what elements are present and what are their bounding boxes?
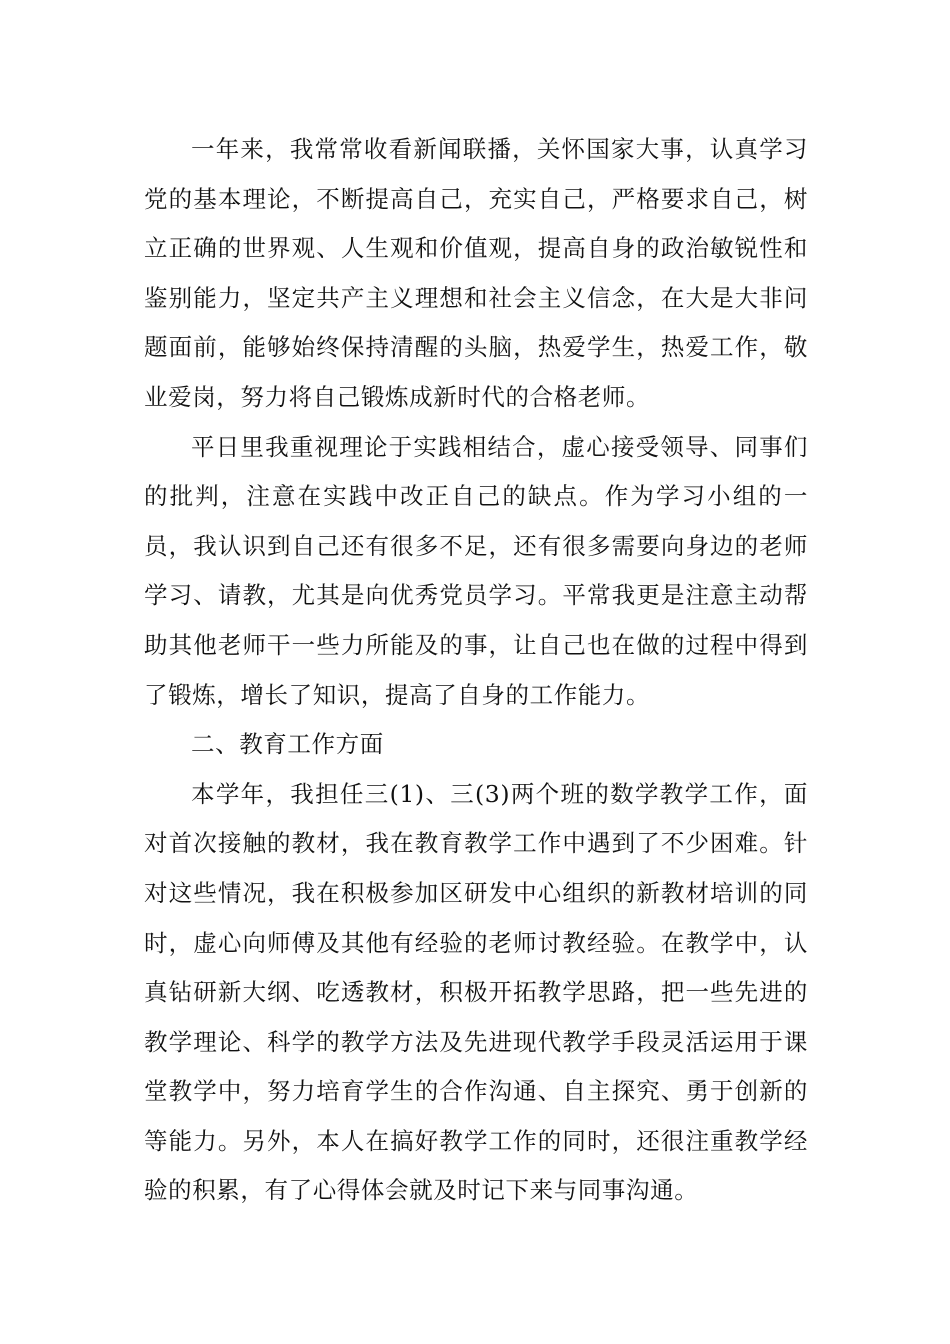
paragraph-teaching-work: 本学年，我担任三(1)、三(3)两个班的数学教学工作，面对首次接触的教材，我在教育教学工作中遇到了不少困难。针对这些情况，我在积极参加区研发中心组织的新教材培训的同时，虚心向师傅及其他有经验的老师讨教经验。在教学中，认真钻研新大纲、吃透教材，积极开拓教学思路，把一些先进的教学理论、科学的教学方法及先进现代教学手段灵活运用于课堂教学中，努力培育学生的合作沟通、自主探究、勇于创新的等能力。另外，本人在搞好教学工作的同时，还很注重教学经验的积累，有了心得体会就及时记下来与同事沟通。: [144, 779, 808, 1205]
paragraph-theory-practice: 平日里我重视理论于实践相结合，虚心接受领导、同事们的批判，注意在实践中改正自己的缺点。作为学习小组的一员，我认识到自己还有很多不足，还有很多需要向身边的老师学习、请教，尤其是向优秀党员学习。平常我更是注意主动帮助其他老师干一些力所能及的事，让自己也在做的过程中得到了锻炼，增长了知识，提高了自身的工作能力。: [144, 432, 808, 709]
paragraph-political-study: 一年来，我常常收看新闻联播，关怀国家大事，认真学习党的基本理论，不断提高自己，充实自己，严格要求自己，树立正确的世界观、人生观和价值观，提高自身的政治敏锐性和鉴别能力，坚定共产主义理想和社会主义信念，在大是大非问题面前，能够始终保持清醒的头脑，热爱学生，热爱工作，敬业爱岗，努力将自己锻炼成新时代的合格老师。: [144, 135, 808, 411]
document-body: [144, 125, 808, 1216]
section-heading-education-work: 二、教育工作方面: [191, 730, 384, 759]
